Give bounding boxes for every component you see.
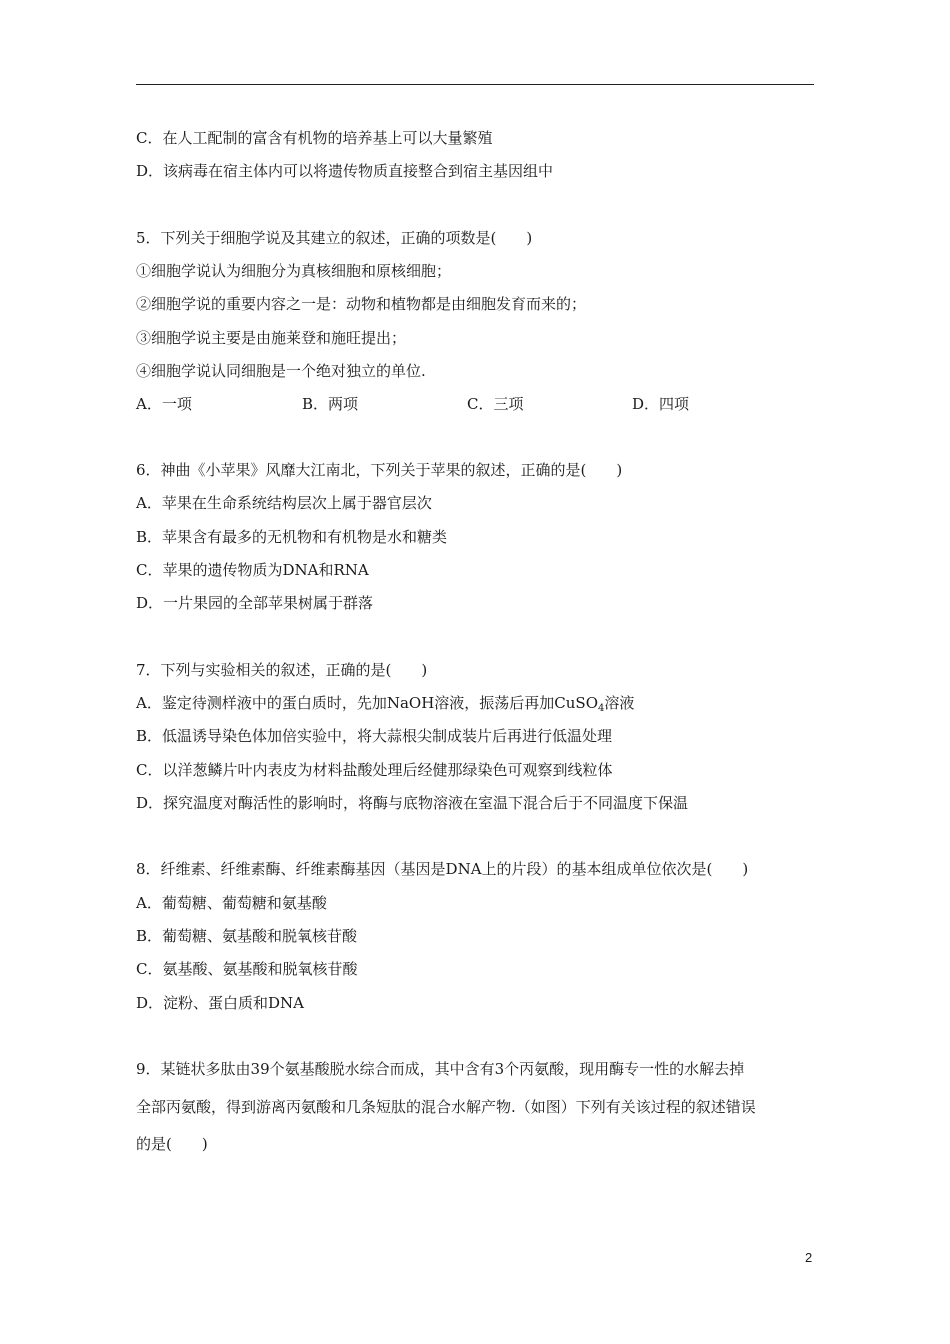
q6-stem: 6．神曲《小苹果》风靡大江南北，下列关于苹果的叙述，正确的是( ) <box>136 461 623 479</box>
q8-option-d: D．淀粉、蛋白质和DNA <box>136 994 305 1012</box>
q5-option-b: B．两项 <box>302 395 359 413</box>
q4-option-c: C．在人工配制的富含有机物的培养基上可以大量繁殖 <box>136 129 493 147</box>
q5-option-c: C．三项 <box>467 395 524 413</box>
q9-line-1: 9．某链状多肽由39个氨基酸脱水综合而成，其中含有3个丙氨酸，现用酶专一性的水解去掉 <box>136 1060 745 1078</box>
q6-option-d: D．一片果园的全部苹果树属于群落 <box>136 594 374 612</box>
q7-option-a-prefix: A．鉴定待测样液中的蛋白质时，先加NaOH溶液，振荡后再加CuSO <box>136 694 598 712</box>
q7-stem: 7．下列与实验相关的叙述，正确的是( ) <box>136 661 428 679</box>
q7-option-c: C．以洋葱鳞片叶内表皮为材料盐酸处理后经健那绿染色可观察到线粒体 <box>136 761 613 779</box>
q6-option-a: A．苹果在生命系统结构层次上属于器官层次 <box>136 494 432 512</box>
q8-option-a: A．葡萄糖、葡萄糖和氨基酸 <box>136 894 327 912</box>
q5-stem: 5．下列关于细胞学说及其建立的叙述，正确的项数是( ) <box>136 229 533 247</box>
q8-stem: 8．纤维素、纤维素酶、纤维素酶基因（基因是DNA上的片段）的基本组成单位依次是( ) <box>136 860 749 878</box>
q7-option-d: D．探究温度对酶活性的影响时，将酶与底物溶液在室温下混合后于不同温度下保温 <box>136 794 689 812</box>
q7-option-a <box>136 693 634 719</box>
q5-statement-1: ①细胞学说认为细胞分为真核细胞和原核细胞； <box>136 262 452 280</box>
q5-option-a: A．一项 <box>136 395 192 413</box>
page-number: 2 <box>805 1250 813 1265</box>
q9-line-2: 全部丙氨酸，得到游离丙氨酸和几条短肽的混合水解产物.（如图）下列有关该过程的叙述错误 <box>136 1098 756 1116</box>
q7-option-b: B．低温诱导染色体加倍实验中，将大蒜根尖制成装片后再进行低温处理 <box>136 727 613 745</box>
header-rule <box>136 84 814 85</box>
q5-statement-3: ③细胞学说主要是由施莱登和施旺提出； <box>136 329 407 347</box>
q6-option-c: C．苹果的遗传物质为DNA和RNA <box>136 561 369 579</box>
q4-option-d: D．该病毒在宿主体内可以将遗传物质直接整合到宿主基因组中 <box>136 162 554 180</box>
q6-option-b: B．苹果含有最多的无机物和有机物是水和糖类 <box>136 528 448 546</box>
q8-option-b: B．葡萄糖、氨基酸和脱氧核苷酸 <box>136 927 358 945</box>
q7-option-a-suffix: 溶液 <box>604 694 635 712</box>
q7-option-a-subscript: 4 <box>598 703 605 714</box>
q9-line-3: 的是( ) <box>136 1135 208 1153</box>
q5-option-d: D．四项 <box>632 395 690 413</box>
q5-statement-4: ④细胞学说认同细胞是一个绝对独立的单位. <box>136 362 426 380</box>
q5-statement-2: ②细胞学说的重要内容之一是：动物和植物都是由细胞发育而来的； <box>136 295 587 313</box>
q8-option-c: C．氨基酸、氨基酸和脱氧核苷酸 <box>136 960 358 978</box>
